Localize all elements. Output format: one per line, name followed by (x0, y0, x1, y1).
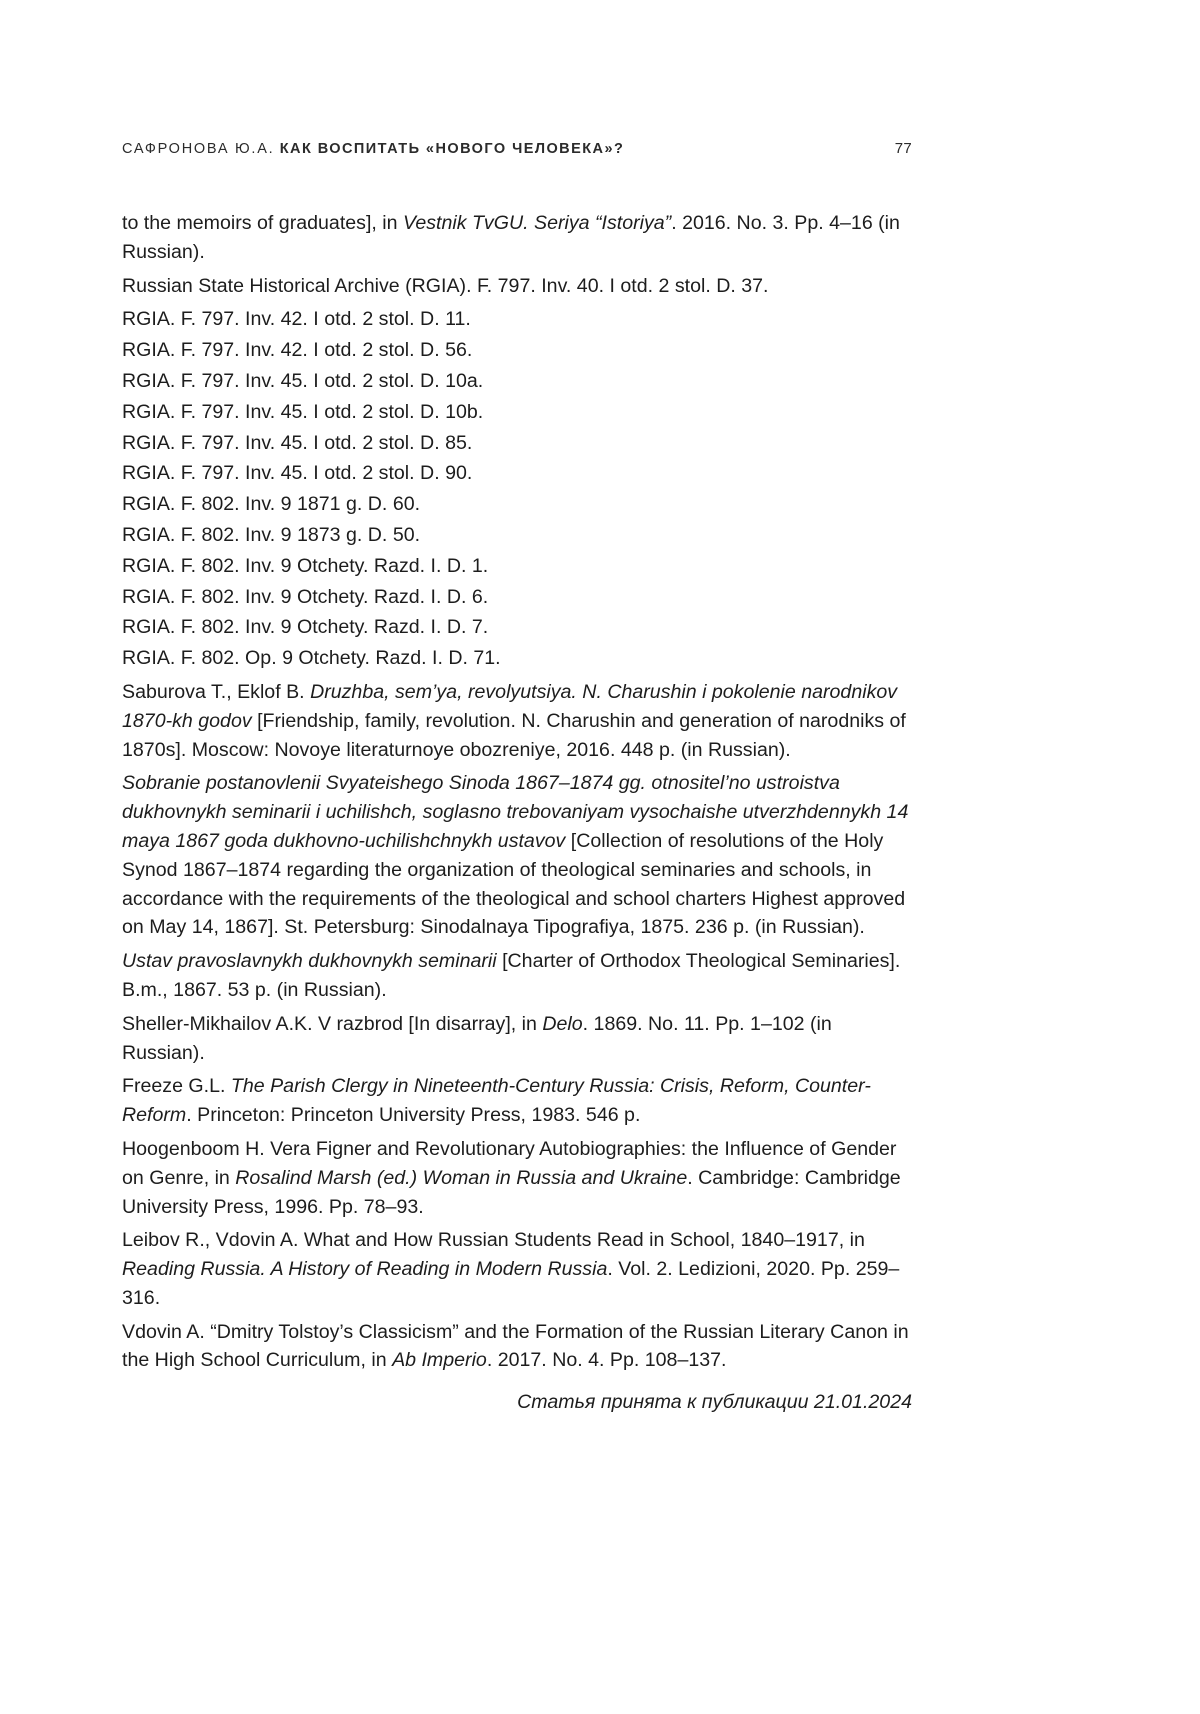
ref-freeze-seg-2: . Princeton: Princeton University Press, 1983. 546 p. (186, 1104, 641, 1127)
ref-rgia-797-42-56-seg-0: RGIA. F. 797. Inv. 42. I otd. 2 stol. D. 56. (122, 339, 473, 362)
publication-acceptance-note: Статья принята к публикации 21.01.2024 (517, 1391, 912, 1414)
ref-hoogenboom-seg-1: Rosalind Marsh (ed.) Woman in Russia and Ukraine (235, 1166, 688, 1189)
ref-rgia-797-45-85-seg-0: RGIA. F. 797. Inv. 45. I otd. 2 stol. D. 85. (122, 431, 473, 454)
ref-rgia-797-45-10a-seg-0: RGIA. F. 797. Inv. 45. I otd. 2 stol. D. 10a. (122, 369, 484, 392)
ref-vdovin-seg-2: . 2017. No. 4. Pp. 108–137. (486, 1349, 727, 1372)
ref-rgia-797-42-11 (122, 305, 912, 334)
ref-rgia-797-42-56 (122, 336, 912, 365)
ref-leibov-vdovin-seg-2: . Vol. 2. Ledizioni, 2020. Pp. 259–316. (122, 1258, 900, 1309)
ref-hoogenboom (122, 1135, 912, 1221)
ref-sobranie-postanovlenii (122, 769, 912, 942)
ref-rgia-802-otchety-6-seg-0: RGIA. F. 802. Inv. 9 Otchety. Razd. I. D. 6. (122, 585, 489, 608)
ref-ustav-pravoslavnykh-seg-1: [Charter of Orthodox Theological Seminaries]. B.m., 1867. 53 p. (in Russian). (122, 950, 901, 1001)
ref-rgia-802-otchety-7-seg-0: RGIA. F. 802. Inv. 9 Otchety. Razd. I. D. 7. (122, 616, 489, 639)
ref-rgia-802-1873-50 (122, 521, 912, 550)
ref-rgia-802-1871-60-seg-0: RGIA. F. 802. Inv. 9 1871 g. D. 60. (122, 493, 421, 516)
ref-vestnik-tvgu (122, 209, 912, 267)
ref-rgia-797-45-10a (122, 367, 912, 396)
ref-rgia-797-45-85 (122, 429, 912, 458)
reference-list (122, 209, 912, 1375)
ref-rgia-797-45-90 (122, 459, 912, 488)
running-head-text (122, 141, 624, 157)
ref-freeze-seg-1: The Parish Clergy in Nineteenth-Century Russia: Crisis, Reform, Counter-Reform (122, 1075, 871, 1127)
ref-vestnik-tvgu-seg-0: to the memoirs of graduates], in (122, 212, 403, 234)
ref-rgia-797-45-10b-seg-0: RGIA. F. 797. Inv. 45. I otd. 2 stol. D. 10b. (122, 400, 484, 423)
ref-sheller-mikhailov-seg-1: Delo (542, 1012, 583, 1035)
ref-rgia-797-40-seg-0: Russian State Historical Archive (RGIA). F. 797. Inv. 40. I otd. 2 stol. D. 37. (122, 274, 769, 297)
ref-vestnik-tvgu-seg-2: . 2016. No. 3. Pp. 4–16 (in Russian). (122, 212, 900, 263)
ref-rgia-802-otchety-1 (122, 552, 912, 581)
ref-sheller-mikhailov-seg-2: . 1869. No. 11. Pp. 1–102 (in Russian). (122, 1012, 832, 1064)
ref-saburova-eklof-seg-1: Druzhba, sem’ya, revolyutsiya. N. Charushin i pokolenie narodnikov 1870-kh godov (122, 680, 898, 732)
ref-leibov-vdovin-seg-1: Reading Russia. A History of Reading in Modern Russia (122, 1258, 608, 1281)
ref-rgia-802-otchety-71-seg-0: RGIA. F. 802. Op. 9 Otchety. Razd. I. D. 71. (122, 647, 501, 670)
ref-freeze-seg-0: Freeze G.L. (122, 1075, 231, 1098)
ref-rgia-797-42-11-seg-0: RGIA. F. 797. Inv. 42. I otd. 2 stol. D. 11. (122, 308, 471, 331)
ref-vdovin (122, 1318, 912, 1376)
ref-rgia-802-1873-50-seg-0: RGIA. F. 802. Inv. 9 1873 g. D. 50. (122, 523, 421, 546)
ref-rgia-797-45-90-seg-0: RGIA. F. 797. Inv. 45. I otd. 2 stol. D. 90. (122, 462, 473, 485)
ref-sheller-mikhailov (122, 1010, 912, 1068)
running-head (122, 140, 912, 157)
ref-vdovin-seg-1: Ab Imperio (392, 1349, 487, 1372)
ref-saburova-eklof-seg-0: Saburova T., Eklof B. (122, 680, 311, 703)
ref-rgia-797-45-10b (122, 398, 912, 427)
ref-rgia-802-otchety-7 (122, 613, 912, 642)
ref-vestnik-tvgu-seg-1: Vestnik TvGU. Seriya “Istoriya” (402, 212, 672, 234)
ref-sheller-mikhailov-seg-0: Sheller-Mikhailov A.K. V razbrod [In disarray], in (122, 1012, 543, 1035)
ref-hoogenboom-seg-0: Hoogenboom H. Vera Figner and Revolutionary Autobiographies: the Influence of Gender on Genre, in (122, 1137, 897, 1189)
ref-rgia-797-40 (122, 272, 912, 301)
ref-leibov-vdovin-seg-0: Leibov R., Vdovin A. What and How Russian Students Read in School, 1840–1917, in (122, 1229, 865, 1252)
running-head-title: КАК ВОСПИТАТЬ «НОВОГО ЧЕЛОВЕКА»? (279, 141, 625, 157)
ref-freeze (122, 1072, 912, 1130)
running-head-author: САФРОНОВА Ю.А. (122, 141, 275, 157)
ref-rgia-802-otchety-71 (122, 644, 912, 673)
ref-rgia-802-1871-60 (122, 490, 912, 519)
ref-sobranie-postanovlenii-seg-0: Sobranie postanovlenii Svyateishego Sinoda 1867–1874 gg. otnositel’no ustroistva dukhovnykh seminarii i uchilishch, soglasno trebovaniyam vysochaishe utverzhdennykh 14 maya 1867 goda dukhovno-uchilishchnykh ustavov (122, 772, 909, 852)
ref-ustav-pravoslavnykh-seg-0: Ustav pravoslavnykh dukhovnykh seminarii (122, 950, 497, 973)
ref-hoogenboom-seg-2: . Cambridge: Cambridge University Press, 1996. Pp. 78–93. (122, 1166, 901, 1218)
ref-ustav-pravoslavnykh (122, 947, 912, 1005)
ref-rgia-802-otchety-1-seg-0: RGIA. F. 802. Inv. 9 Otchety. Razd. I. D. 1. (122, 554, 489, 577)
ref-sobranie-postanovlenii-seg-1: [Collection of resolutions of the Holy Synod 1867–1874 regarding the organization of theological seminaries and schools, in accordance with the requirements of the theological and school charters Highest approved on May 14, 1867]. St. Petersburg: Sinodalnaya Tipografiya, 1875. 236 p. (in Russian). (122, 829, 906, 939)
ref-leibov-vdovin (122, 1226, 912, 1312)
page-content (122, 140, 912, 1414)
page-number: 77 (894, 140, 912, 157)
ref-saburova-eklof-seg-2: [Friendship, family, revolution. N. Charushin and generation of narodniks of 1870s]. Moscow: Novoye literaturnoye obozreniye, 2016. 448 p. (in Russian). (122, 709, 906, 761)
ref-vdovin-seg-0: Vdovin A. “Dmitry Tolstoy’s Classicism” and the Formation of the Russian Literary Canon in the High School Curriculum, in (122, 1320, 909, 1372)
ref-rgia-802-otchety-6 (122, 583, 912, 612)
ref-saburova-eklof (122, 678, 912, 764)
